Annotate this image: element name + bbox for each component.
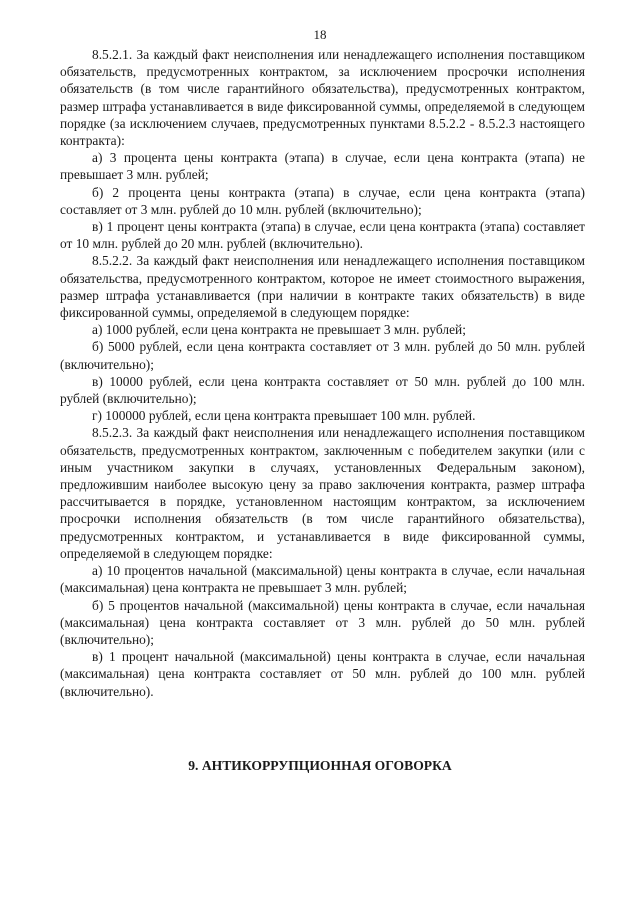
paragraph-8-5-2-3: 8.5.2.3. За каждый факт неисполнения или ненадлежащего исполнения поставщиком обязательств, предусмотренных контрактом, заключенным с победителем закупки (или с иным участником закупки в случаях, установленных Федеральным законом), предложившим наиболее высокую цену за право заключения контракта, размер штрафа рассчитывается в порядке, установленном настоящим контрактом, за исключением просрочки исполнения обязательств (в том числе гарантийного обязательства), предусмотренных контрактом, и устанавливается в виде фиксированной суммы, определяемой в следующем порядке: <box>60 425 585 561</box>
list-item-v: в) 10000 рублей, если цена контракта составляет от 50 млн. рублей до 100 млн. рублей (включительно); <box>60 373 585 407</box>
list-item-a: а) 10 процентов начальной (максимальной) цены контракта в случае, если начальная (максимальная) цена контракта не превышает 3 млн. рублей; <box>60 563 585 596</box>
list-item-a: а) 3 процента цены контракта (этапа) в случае, если цена контракта (этапа) не превышает 3 млн. рублей; <box>60 150 585 183</box>
list-item-a: а) 1000 рублей, если цена контракта не превышает 3 млн. рублей; <box>92 322 466 338</box>
list-item-v: в) 1 процент начальной (максимальной) цены контракта в случае, если начальная (максимальная) цена контракта составляет от 50 млн. рублей до 100 млн. рублей (включительно). <box>60 649 585 699</box>
section-title: 9. АНТИКОРРУПЦИОННАЯ ОГОВОРКА <box>188 758 452 773</box>
list-item-b: б) 5000 рублей, если цена контракта составляет от 3 млн. рублей до 50 млн. рублей (включительно); <box>60 339 585 372</box>
list-item-b: б) 5 процентов начальной (максимальной) цены контракта в случае, если начальная (максимальная) цена контракта составляет от 3 млн. рублей до 50 млн. рублей (включительно); <box>60 597 585 647</box>
list-item-v: в) 1 процент цены контракта (этапа) в случае, если цена контракта (этапа) составляет от 10 млн. рублей до 20 млн. рублей (включительно). <box>60 219 585 252</box>
paragraph-8-5-2-2: 8.5.2.2. За каждый факт неисполнения или ненадлежащего исполнения поставщиком обязательства, предусмотренного контрактом, которое не имеет стоимостного выражения, размер штрафа устанавливается (при наличии в контракте таких обязательств) в виде фиксированной суммы, определяемой в следующем порядке: <box>60 253 585 321</box>
document-body <box>60 46 585 700</box>
list-item-g: г) 100000 рублей, если цена контракта превышает 100 млн. рублей. <box>92 408 476 424</box>
paragraph-8-5-2-1: 8.5.2.1. За каждый факт неисполнения или ненадлежащего исполнения поставщиком обязательств, предусмотренных контрактом, за исключением просрочки исполнения обязательств (в том числе гарантийного обязательства), предусмотренных контрактом, размер штрафа устанавливается в виде фиксированной суммы, определяемой в следующем порядке (за исключением случаев, предусмотренных пунктами 8.5.2.2 - 8.5.2.3 настоящего контракта): <box>60 47 585 149</box>
page-number: 18 <box>313 27 327 42</box>
list-item-b: б) 2 процента цены контракта (этапа) в случае, если цена контракта (этапа) составляет от 3 млн. рублей до 10 млн. рублей (включительно); <box>60 184 585 217</box>
